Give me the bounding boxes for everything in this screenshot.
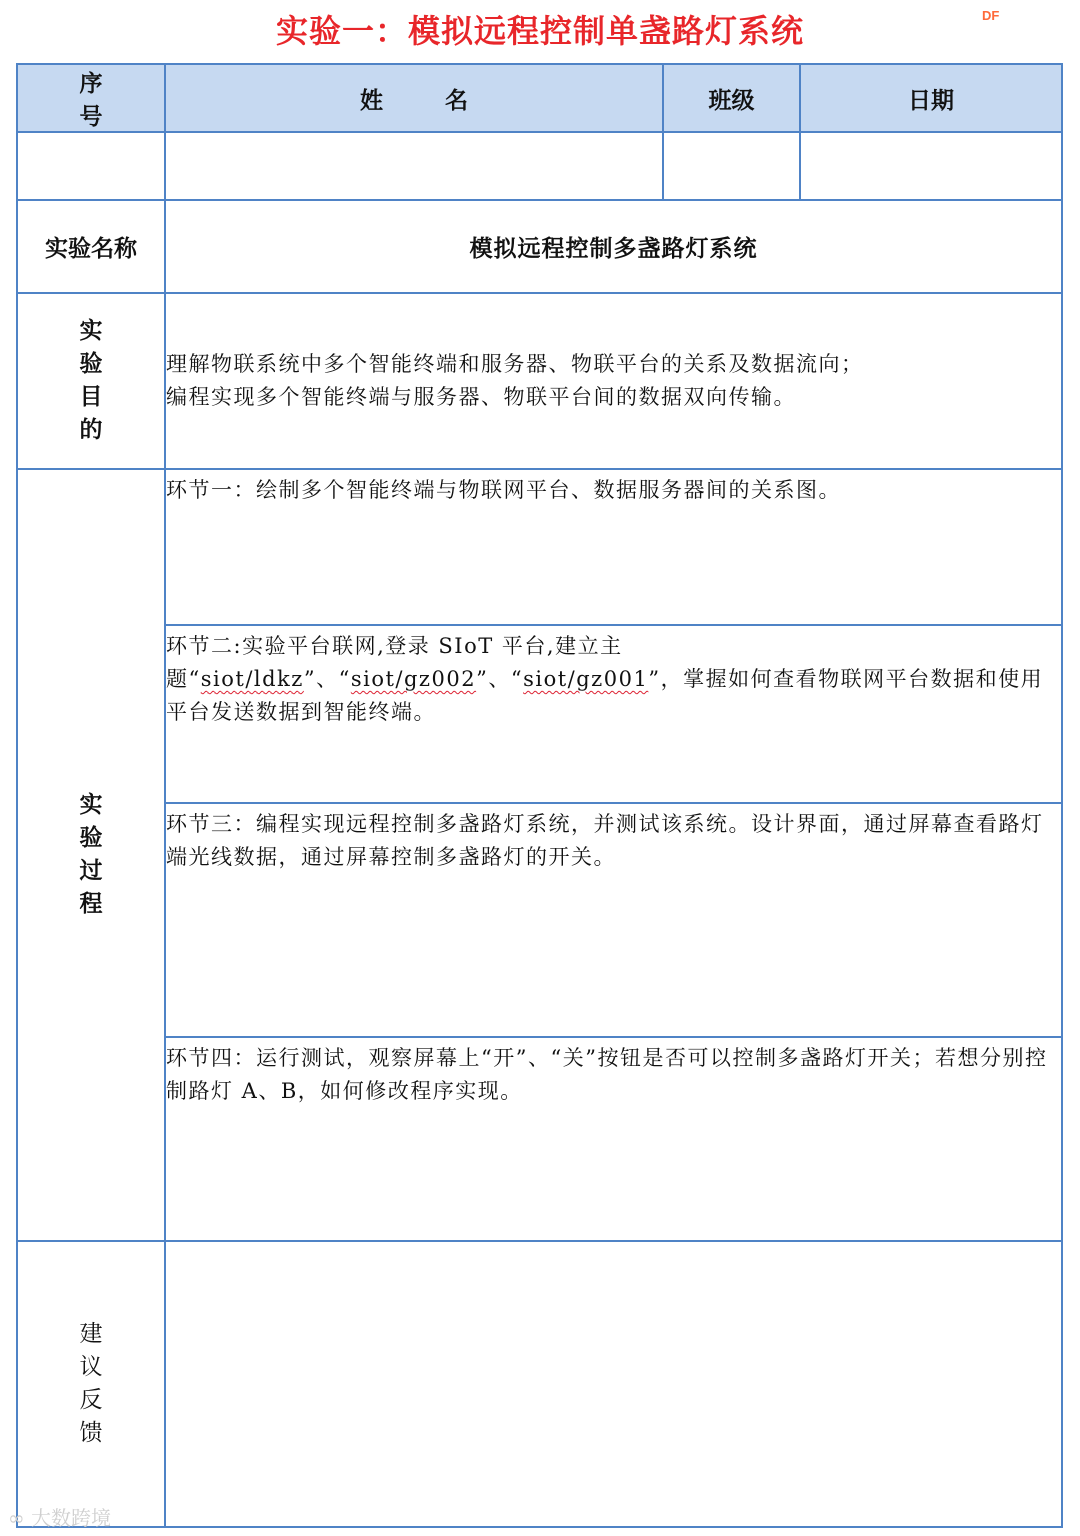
purpose-label-char: 目: [79, 384, 103, 410]
process-step-4: 环节四：运行测试，观察屏幕上“开”、“关”按钮是否可以控制多盏路灯开关；若想分别控制路灯 A、B，如何修改程序实现。: [165, 1037, 1062, 1241]
purpose-content: [165, 293, 1062, 469]
step-2-text-d: ”，掌握如何查看物联网平台数据和使用平台发送数据到智能终端。: [166, 667, 1044, 724]
experiment-name-value: 模拟远程控制多盏路灯系统: [165, 200, 1062, 293]
purpose-label: [17, 293, 165, 469]
purpose-label-char: 实: [79, 318, 103, 344]
experiment-name-label: 实验名称: [17, 200, 165, 293]
purpose-line-2: 编程实现多个智能终端与服务器、物联平台间的数据双向传输。: [166, 385, 796, 409]
experiment-name-row: [17, 200, 1062, 293]
name-field[interactable]: [165, 132, 663, 200]
feedback-label: [17, 1241, 165, 1527]
header-class: 班级: [663, 64, 800, 132]
purpose-line-1: 理解物联系统中多个智能终端和服务器、物联平台的关系及数据流向；: [166, 352, 864, 376]
process-step-3: 环节三：编程实现远程控制多盏路灯系统，并测试该系统。设计界面，通过屏幕查看路灯端光线数据，通过屏幕控制多盏路灯的开关。: [165, 803, 1062, 1037]
topic-siot-gz001: siot/gz001: [523, 667, 649, 691]
step-2-text-c: ”、“: [476, 667, 524, 691]
header-index: 序号: [17, 64, 165, 132]
class-field[interactable]: [663, 132, 800, 200]
index-field[interactable]: [17, 132, 165, 200]
date-field[interactable]: [800, 132, 1062, 200]
topic-siot-ldkz: siot/ldkz: [200, 667, 304, 691]
header-date: 日期: [800, 64, 1062, 132]
watermark-logo-icon: ∞: [8, 1506, 32, 1530]
purpose-label-char: 验: [79, 351, 103, 377]
topic-siot-gz002: siot/gz002: [350, 667, 477, 691]
feedback-label-char: 议: [79, 1354, 103, 1380]
process-step-1-row: [17, 469, 1062, 625]
purpose-row: [17, 293, 1062, 469]
feedback-field[interactable]: [165, 1241, 1062, 1527]
process-step-4-row: [17, 1037, 1062, 1241]
watermark-text: 大数跨境: [31, 1506, 112, 1530]
step-2-text-b: ”、“: [303, 667, 351, 691]
process-step-2: [165, 625, 1062, 803]
document-title: 实验一：模拟远程控制单盏路灯系统: [275, 12, 804, 50]
watermark: [8, 1502, 111, 1531]
feedback-label-char: 反: [79, 1387, 103, 1413]
process-step-2-row: [17, 625, 1062, 803]
lab-report-table: [16, 63, 1063, 1528]
process-step-1: 环节一：绘制多个智能终端与物联网平台、数据服务器间的关系图。: [165, 469, 1062, 625]
process-label-char: 程: [79, 891, 103, 917]
purpose-label-char: 的: [79, 417, 103, 443]
process-label-char: 过: [79, 858, 103, 884]
feedback-label-char: 馈: [79, 1420, 103, 1446]
step-2-text-a: 环节二:实验平台联网,登录 SIoT 平台,建立主题“: [166, 634, 623, 691]
feedback-row: [17, 1241, 1062, 1527]
student-row: [17, 132, 1062, 200]
corner-mark: DF: [982, 8, 1000, 23]
process-label: [17, 469, 165, 1241]
process-step-3-row: [17, 803, 1062, 1037]
feedback-label-char: 建: [79, 1321, 103, 1347]
header-row: [17, 64, 1062, 132]
header-name: 姓名: [165, 64, 663, 132]
process-label-char: 实: [79, 792, 103, 818]
process-label-char: 验: [79, 825, 103, 851]
